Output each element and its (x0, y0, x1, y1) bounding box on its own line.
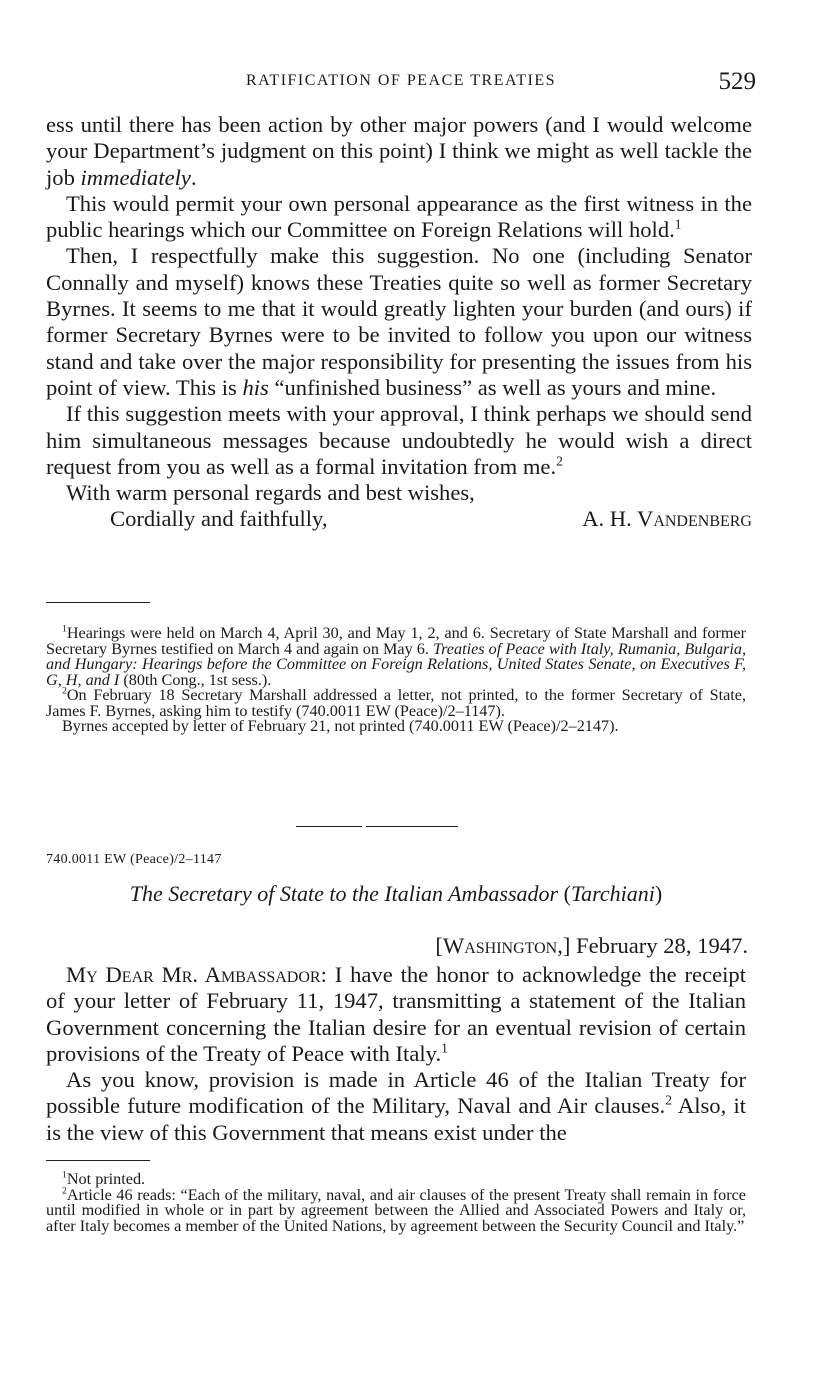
salutation: My Dear Mr. Ambassador (66, 962, 321, 987)
signature: A. H. Vandenberg (582, 506, 752, 532)
closing-line: With warm personal regards and best wishes, (66, 480, 475, 506)
letter-body-continued (46, 112, 752, 534)
footnotes-bottom (46, 1169, 746, 1235)
footnotes-top (46, 623, 746, 735)
dateline: [Washington,] February 28, 1947. (435, 933, 748, 958)
body-paragraph-2: This would permit your own personal appearance as the first witness in the public hearings which our Committee on Foreign Relations will hold.$^1$ (46, 190, 752, 243)
footnote-rule-top (46, 602, 150, 603)
footnote-b1: $^1$Not printed. (62, 1169, 146, 1188)
body-paragraph-3: Then, I respectfully make this suggestion. No one (including Senator Connally and myself) knows these Treaties quite so well as former Secretary Byrnes. It seems to me that it would greatly lighten your burden (and ours) if former Secretary Byrnes were to be invited to follow you upon our witness stand and take over the major responsibility for presenting the issues from his point of view. This is his “unfinished business” as well as yours and mine. (46, 243, 752, 400)
file-reference: 740.0011 EW (Peace)/2–1147 (46, 852, 222, 867)
page-number: 529 (718, 68, 756, 95)
footnote-2-continued: Byrnes accepted by letter of February 21, not printed (740.0011 EW (Peace)/2–2147). (62, 717, 619, 735)
footnote-ref-b1: 1 (441, 1040, 448, 1056)
document-title: The Secretary of State to the Italian Ambassador (Tarchiani) (129, 881, 663, 906)
signature-line (46, 506, 752, 534)
footnote-1: $^1$Hearings were held on March 4, April 30, and May 1, 2, and 6. Secretary of State Marshall and former Secretary Byrnes testified on March 4 and again on May 6. Treaties of Peace with Italy, Rumania, Bulgaria, and Hungary: Hearings before the Committee on Foreign Relations, United States Senate, on Executives F, G, H, and I (80th Cong., 1st sess.). (46, 623, 746, 689)
section-separator-left (296, 826, 362, 827)
letter-paragraph-1: My Dear Mr. Ambassador: I have the honor to acknowledge the receipt of your letter of February 11, 1947, transmitting a statement of the Italian Government concerning the Italian desire for an eventual revision of certain provisions of the Treaty of Peace with Italy.$^1$ (46, 962, 746, 1066)
footnote-ref-1: 1 (674, 216, 682, 232)
section-separator-right (366, 826, 458, 827)
footnote-ref-b2: 2 (665, 1092, 672, 1108)
footnote-ref-2: 2 (556, 453, 563, 469)
letter-body (46, 962, 746, 1146)
body-paragraph-4: If this suggestion meets with your approval, I think perhaps we should send him simultaneous messages because undoubtedly he would wish a direct request from you as well as a formal invitation from me.$^2$ (46, 401, 752, 479)
footnote-2: $^2$On February 18 Secretary Marshall addressed a letter, not printed, to the former Secretary of State, James F. Byrnes, asking him to testify (740.0011 EW (Peace)/2–1147). (46, 685, 746, 720)
running-title: RATIFICATION OF PEACE TREATIES (245, 72, 557, 89)
letter-paragraph-2: As you know, provision is made in Article 46 of the Italian Treaty for possible future modification of the Military, Naval and Air clauses.$^2$ Also, it is the view of this Government that means exist under the (46, 1067, 746, 1145)
complimentary-close: Cordially and faithfully, (110, 506, 328, 532)
body-paragraph-1: ess until there has been action by other major powers (and I would welcome your Department’s judgment on this point) I think we might as well tackle the job immediately. (46, 112, 752, 190)
footnote-b2: $^2$Article 46 reads: “Each of the military, naval, and air clauses of the present Treaty shall remain in force until modified in whole or in part by agreement between the Allied and Associated Powers and Italy or, after Italy becomes a member of the United Nations, by agreement between the Security Council and Italy.” (46, 1185, 746, 1235)
running-head (46, 68, 756, 98)
footnote-rule-bottom (46, 1160, 150, 1161)
